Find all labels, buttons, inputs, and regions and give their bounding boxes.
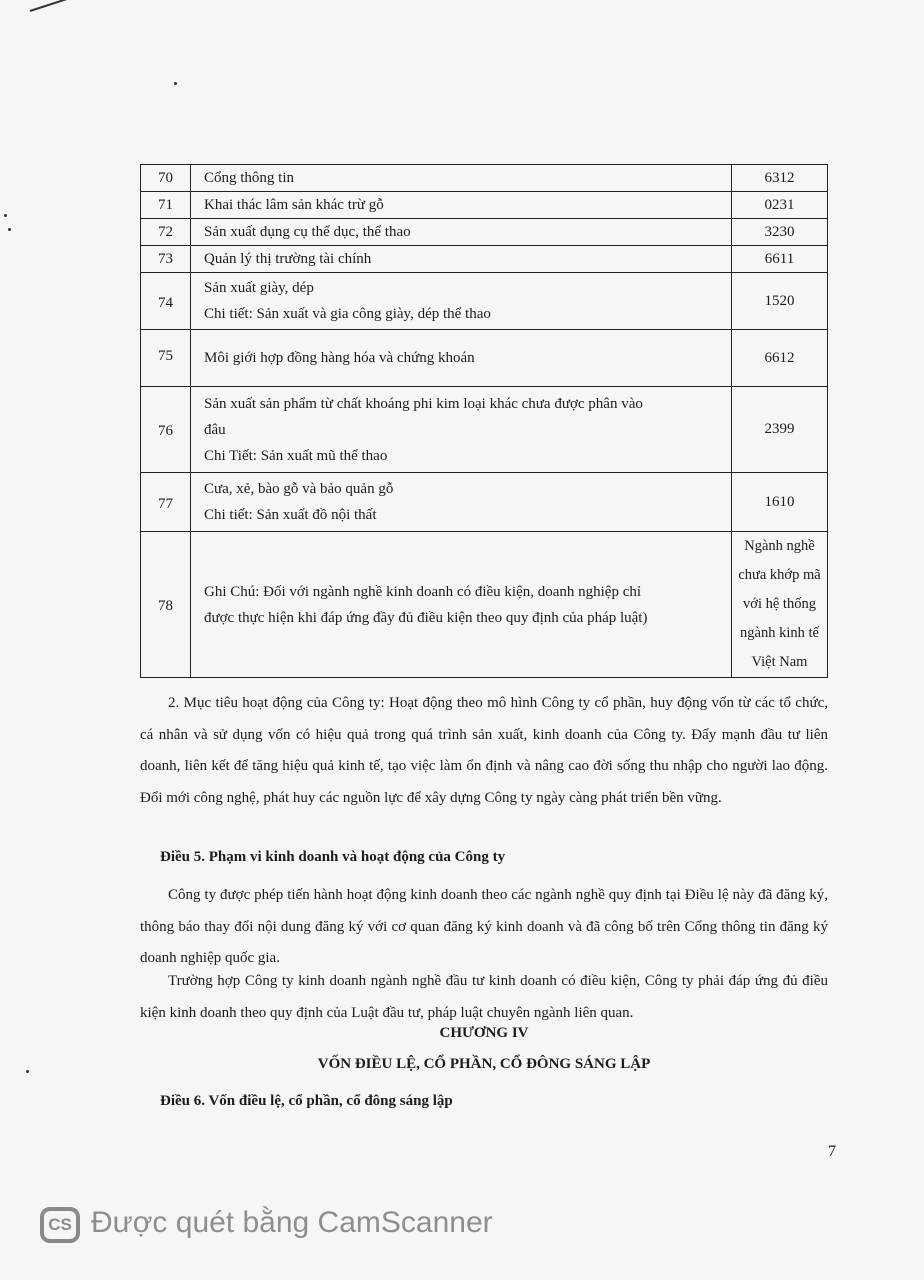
scan-speck	[8, 228, 11, 231]
note-text: Ghi Chú: Đối với ngành nghề kinh doanh có điều kiện, doanh nghiệp chỉ được thực hiện khi đáp ứng đầy đủ điều kiện theo quy định của pháp luật)	[191, 532, 732, 678]
article-5-paragraph: Trường hợp Công ty kinh doanh ngành nghề đầu tư kinh doanh có điều kiện, Công ty phải đáp ứng đủ điều kiện kinh doanh theo quy định của Luật đầu tư, pháp luật chuyên ngành liên quan.	[140, 973, 828, 1021]
table-row	[141, 192, 828, 219]
page-number: 7	[828, 1143, 836, 1160]
row-number: 78	[141, 532, 191, 678]
business-line-name: Khai thác lâm sản khác trừ gỗ	[191, 192, 732, 219]
chapter-title: VỐN ĐIỀU LỆ, CỔ PHẦN, CỔ ĐÔNG SÁNG LẬP	[317, 1056, 651, 1072]
business-line-name: Sản xuất dụng cụ thể dục, thể thao	[191, 219, 732, 246]
table-row	[141, 165, 828, 192]
code-note: Ngành nghề chưa khớp mã với hệ thống ngành kinh tế Việt Nam	[732, 532, 828, 678]
scan-speck	[26, 1070, 29, 1073]
scan-mark	[30, 0, 92, 12]
chapter-label: CHƯƠNG IV	[439, 1025, 529, 1041]
industry-code: 0231	[732, 192, 828, 219]
business-line-name: Môi giới hợp đồng hàng hóa và chứng khoán	[191, 330, 732, 387]
row-number: 70	[141, 165, 191, 192]
table-row	[141, 273, 828, 330]
business-line-name: Sản xuất sản phẩm từ chất khoáng phi kim loại khác chưa được phân vào đâu Chi Tiết: Sản xuất mũ thể thao	[191, 387, 732, 473]
table-row	[141, 219, 828, 246]
industry-code: 2399	[732, 387, 828, 473]
business-line-name: Sản xuất giày, dép Chi tiết: Sản xuất và gia công giày, dép thể thao	[191, 273, 732, 330]
row-number: 75	[141, 330, 191, 387]
industry-code: 3230	[732, 219, 828, 246]
business-line-name: Cổng thông tin	[191, 165, 732, 192]
industry-code: 6612	[732, 330, 828, 387]
camscanner-watermark: Được quét bằng CamScanner	[91, 1206, 493, 1239]
industry-code: 6312	[732, 165, 828, 192]
row-number: 71	[141, 192, 191, 219]
camscanner-logo: CS	[40, 1207, 80, 1243]
article-5-paragraph: Công ty được phép tiến hành hoạt động kinh doanh theo các ngành nghề quy định tại Điều lệ này đã đăng ký, thông báo thay đổi nội dung đăng ký với cơ quan đăng ký kinh doanh và đã công bố trên Cổng thông tin đăng ký doanh nghiệp quốc gia.	[140, 887, 828, 966]
row-number: 76	[141, 387, 191, 473]
table-row	[141, 246, 828, 273]
scan-speck	[4, 214, 7, 217]
row-number: 77	[141, 473, 191, 532]
industry-code: 1520	[732, 273, 828, 330]
article-5-title: Điều 5. Phạm vi kinh doanh và hoạt động của Công ty	[160, 849, 506, 865]
industry-code: 1610	[732, 473, 828, 532]
article-6-title: Điều 6. Vốn điều lệ, cổ phần, cổ đông sáng lập	[160, 1093, 453, 1109]
row-number: 73	[141, 246, 191, 273]
objective-paragraph: 2. Mục tiêu hoạt động của Công ty: Hoạt động theo mô hình Công ty cổ phần, huy động vốn từ các tổ chức, cá nhân và sử dụng vốn có hiệu quả trong quá trình sản xuất, kinh doanh của Công ty. Đẩy mạnh đầu tư liên doanh, liên kết để tăng hiệu quả kinh tế, tạo việc làm ổn định và nâng cao đời sống thu nhập cho người lao động. Đổi mới công nghệ, phát huy các nguồn lực để xây dựng Công ty ngày càng phát triển bền vững.	[140, 695, 828, 806]
row-number: 72	[141, 219, 191, 246]
row-number: 74	[141, 273, 191, 330]
business-line-name: Cưa, xẻ, bào gỗ và bảo quản gỗ Chi tiết: Sản xuất đồ nội thất	[191, 473, 732, 532]
table-row	[141, 532, 828, 678]
industry-code: 6611	[732, 246, 828, 273]
scan-speck	[174, 82, 177, 85]
table-row	[141, 330, 828, 387]
business-lines-table	[140, 164, 828, 678]
table-row	[141, 473, 828, 532]
table-row	[141, 387, 828, 473]
business-line-name: Quản lý thị trường tài chính	[191, 246, 732, 273]
